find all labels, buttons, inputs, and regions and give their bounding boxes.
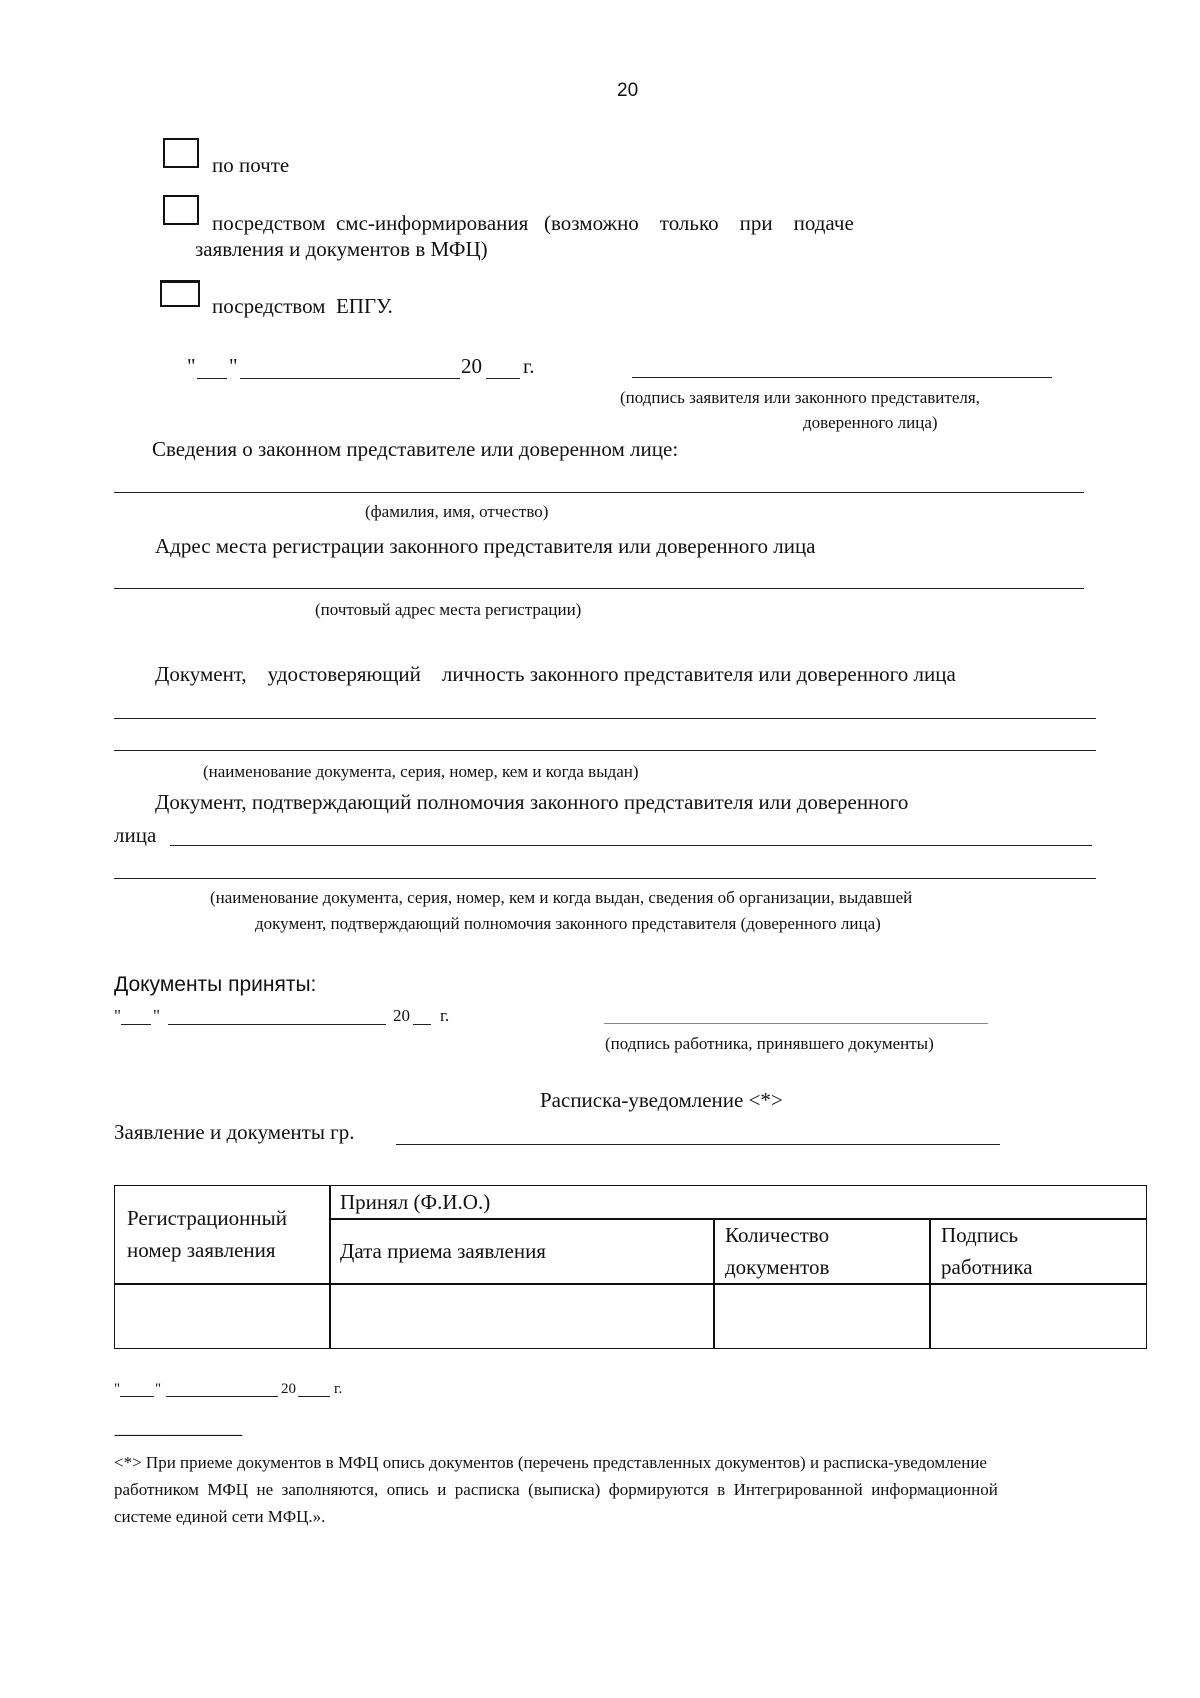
date2-close-quote: " [153,1006,160,1025]
footnote-line-3: системе единой сети МФЦ.». [114,1507,326,1526]
reg-number-label-1: Регистрационный [127,1206,287,1230]
rep-fio-line[interactable] [114,492,1084,493]
reg-number-label-2: номер заявления [127,1238,276,1262]
option-by-post-label: по почте [212,153,290,177]
table-cell-signature[interactable] [929,1283,1147,1349]
date2-year-prefix: 20 [393,1006,410,1025]
table-header-reg-number [114,1185,331,1285]
footnote-line-2: работником МФЦ не заполняются, опись и расписка (выписка) формируются в Интегрированной информационной [114,1480,998,1499]
doc-count-label-2: документов [725,1255,830,1279]
date1-open-quote: " [187,354,196,378]
date3-close-quote: " [155,1381,162,1397]
checkbox-by-post[interactable] [163,138,199,168]
date1-month-blank[interactable] [240,378,460,379]
date2-month-blank[interactable] [168,1024,386,1025]
checkbox-sms[interactable] [163,195,199,225]
table-header-accepted-by [329,1185,1147,1220]
id-doc-caption: (наименование документа, серия, номер, кем и когда выдан) [203,762,639,781]
date2-g: г. [440,1006,450,1025]
applicant-signature-caption-1: (подпись заявителя или законного представителя, [620,388,980,407]
date2-day-blank[interactable] [121,1024,151,1025]
table-header-date [329,1218,715,1285]
authority-caption-2: документ, подтверждающий полномочия законного представителя (доверенного лица) [255,914,881,933]
id-doc-line-1[interactable] [114,718,1096,719]
table-header-signature [929,1218,1147,1285]
authority-doc-line-2[interactable] [114,878,1096,879]
address-heading: Адрес места регистрации законного представителя или доверенного лица [155,534,816,558]
date3-month-blank[interactable] [166,1396,278,1397]
date3-year-blank[interactable] [298,1396,330,1397]
receipt-name-line[interactable] [396,1144,1000,1145]
id-doc-line-2[interactable] [114,750,1096,751]
signature-label-1: Подпись [941,1223,1019,1247]
date3-year-prefix: 20 [281,1381,296,1397]
date1-year-blank[interactable] [486,378,520,379]
authority-doc-word: лица [114,823,157,847]
applicant-signature-line[interactable] [632,377,1052,378]
checkbox-epgu[interactable] [160,280,200,307]
date-received-label: Дата приема заявления [340,1239,546,1263]
table-cell-date[interactable] [329,1283,715,1349]
address-caption: (почтовый адрес места регистрации) [315,600,582,619]
address-line[interactable] [114,588,1084,589]
authority-caption-1: (наименование документа, серия, номер, кем и когда выдан, сведения об организации, выдавшей [210,888,913,907]
table-cell-doc-count[interactable] [713,1283,931,1349]
date1-day-blank[interactable] [197,378,227,379]
option-epgu-label: посредством ЕПГУ. [212,294,393,318]
date2-open-quote: " [114,1006,121,1025]
receipt-table [114,1185,1147,1349]
table-cell-reg-number[interactable] [114,1283,331,1349]
option-sms-label-line1: посредством смс-информирования (возможно только при подаче [212,211,854,235]
date2-year-blank[interactable] [413,1024,431,1025]
receipt-statement: Заявление и документы гр. [114,1120,355,1144]
worker-signature-line[interactable] [604,1023,988,1024]
date3-open-quote: " [114,1381,121,1397]
signature-label-2: работника [941,1255,1033,1279]
page-number: 20 [617,80,639,101]
date3-day-blank[interactable] [120,1396,154,1397]
accepted-by-label: Принял (Ф.И.О.) [340,1190,491,1214]
id-doc-heading: Документ, удостоверяющий личность законного представителя или доверенного лица [155,662,956,686]
footnote-separator: -------------------------------- [114,1427,242,1443]
table-header-doc-count [713,1218,931,1285]
doc-count-label-1: Количество [725,1223,830,1247]
footnote-line-1: <*> При приеме документов в МФЦ опись документов (перечень представленных документов) и расписка-уведомление [114,1453,987,1472]
date1-year-prefix: 20 [461,354,482,378]
fio-caption: (фамилия, имя, отчество) [365,502,549,521]
applicant-signature-caption-2: доверенного лица) [803,413,938,432]
date1-g: г. [523,354,535,378]
authority-doc-heading: Документ, подтверждающий полномочия законного представителя или доверенного [155,790,909,814]
docs-accepted-heading: Документы приняты: [114,973,317,996]
rep-info-heading: Сведения о законном представителе или доверенном лице: [152,437,679,461]
option-sms-label-line2: заявления и документов в МФЦ) [195,237,488,261]
authority-doc-line-1[interactable] [170,845,1092,846]
date1-close-quote: " [229,354,238,378]
receipt-title: Расписка-уведомление <*> [540,1088,783,1112]
worker-signature-caption: (подпись работника, принявшего документы) [605,1034,934,1053]
date3-g: г. [334,1381,343,1397]
